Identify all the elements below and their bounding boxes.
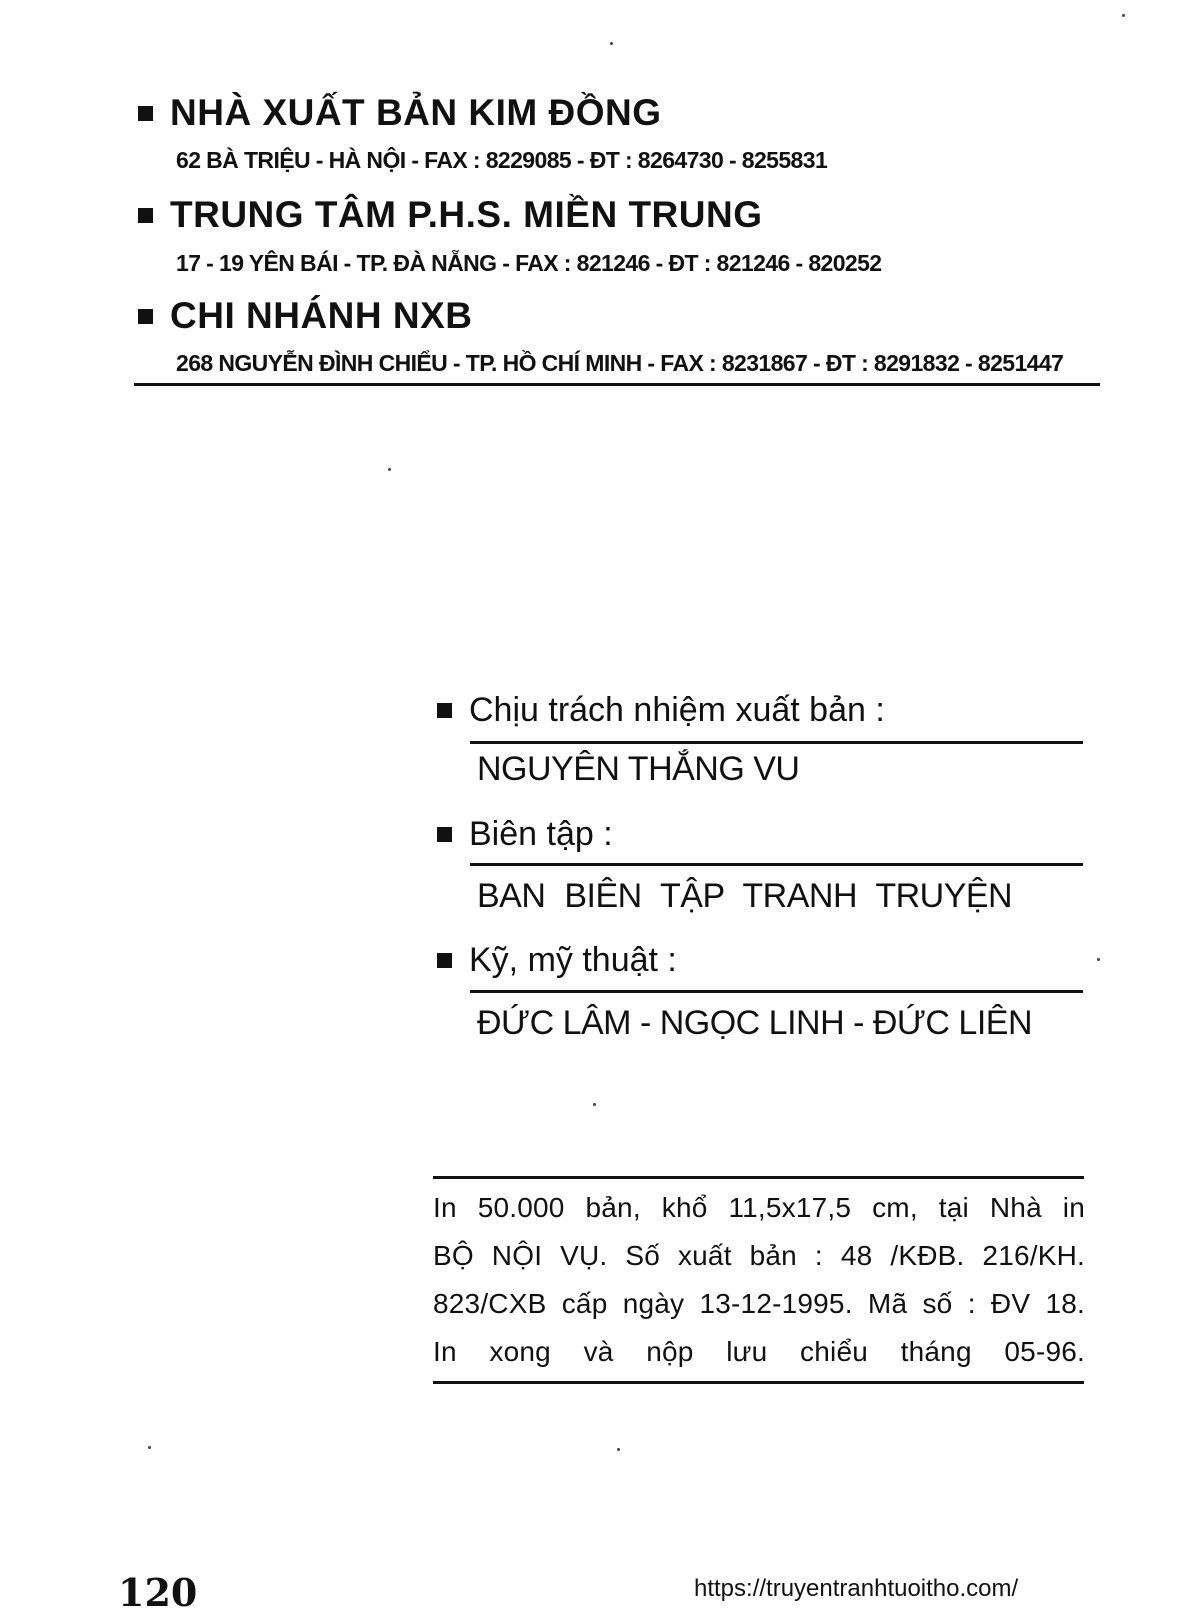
square-bullet-icon [437,827,452,842]
page-number: 120 [118,1570,198,1615]
scan-speck [610,42,613,45]
divider [433,1381,1084,1384]
publisher-entry [138,295,473,337]
divider [470,990,1083,993]
publisher-entry [138,92,661,134]
publisher-address: 17 - 19 YÊN BÁI - TP. ĐÀ NẴNG - FAX : 821246 - ĐT : 821246 - 820252 [176,250,882,276]
credit-role-row [437,691,885,730]
publisher-entry [138,194,763,236]
scan-speck [1097,958,1100,961]
divider [470,741,1083,744]
scan-speck [1122,14,1125,17]
credit-name: ĐỨC LÂM - NGỌC LINH - ĐỨC LIÊN [477,1004,1033,1042]
print-info-line: In xong và nộp lưu chiểu tháng 05-96. [433,1336,1085,1367]
square-bullet-icon [138,208,153,223]
publisher-name: CHI NHÁNH NXB [170,295,473,336]
credit-name: NGUYÊN THẮNG VU [477,750,800,788]
scan-speck [148,1446,151,1449]
square-bullet-icon [437,703,452,718]
publisher-address: 268 NGUYỄN ĐÌNH CHIỂU - TP. HỒ CHÍ MINH - FAX : 8231867 - ĐT : 8291832 - 8251447 [176,350,1064,376]
credit-role-row [437,815,613,854]
divider [470,863,1083,866]
credit-role: Biên tập : [469,815,613,853]
print-info-line: 823/CXB cấp ngày 13-12-1995. Mã số : ĐV 18. [433,1288,1085,1319]
scan-speck [617,1448,620,1451]
credit-role-row [437,941,677,980]
credit-role: Chịu trách nhiệm xuất bản : [469,691,885,729]
scan-speck [388,468,391,471]
credit-role: Kỹ, mỹ thuật : [469,941,677,979]
square-bullet-icon [138,309,153,324]
publisher-address: 62 BÀ TRIỆU - HÀ NỘI - FAX : 8229085 - ĐT : 8264730 - 8255831 [176,147,828,173]
print-info-line: BỘ NỘI VỤ. Số xuất bản : 48 /KĐB. 216/KH. [433,1240,1085,1271]
print-info-line: In 50.000 bản, khổ 11,5x17,5 cm, tại Nhà in [433,1192,1085,1223]
divider [134,383,1100,386]
credit-name: BAN BIÊN TẬP TRANH TRUYỆN [477,877,1013,915]
site-url: https://truyentranhtuoitho.com/ [694,1575,1019,1602]
publisher-name: NHÀ XUẤT BẢN KIM ĐỒNG [170,92,662,133]
square-bullet-icon [138,106,153,121]
divider [433,1176,1084,1179]
square-bullet-icon [437,953,452,968]
scan-speck [593,1103,596,1106]
publisher-name: TRUNG TÂM P.H.S. MIỀN TRUNG [170,194,763,235]
